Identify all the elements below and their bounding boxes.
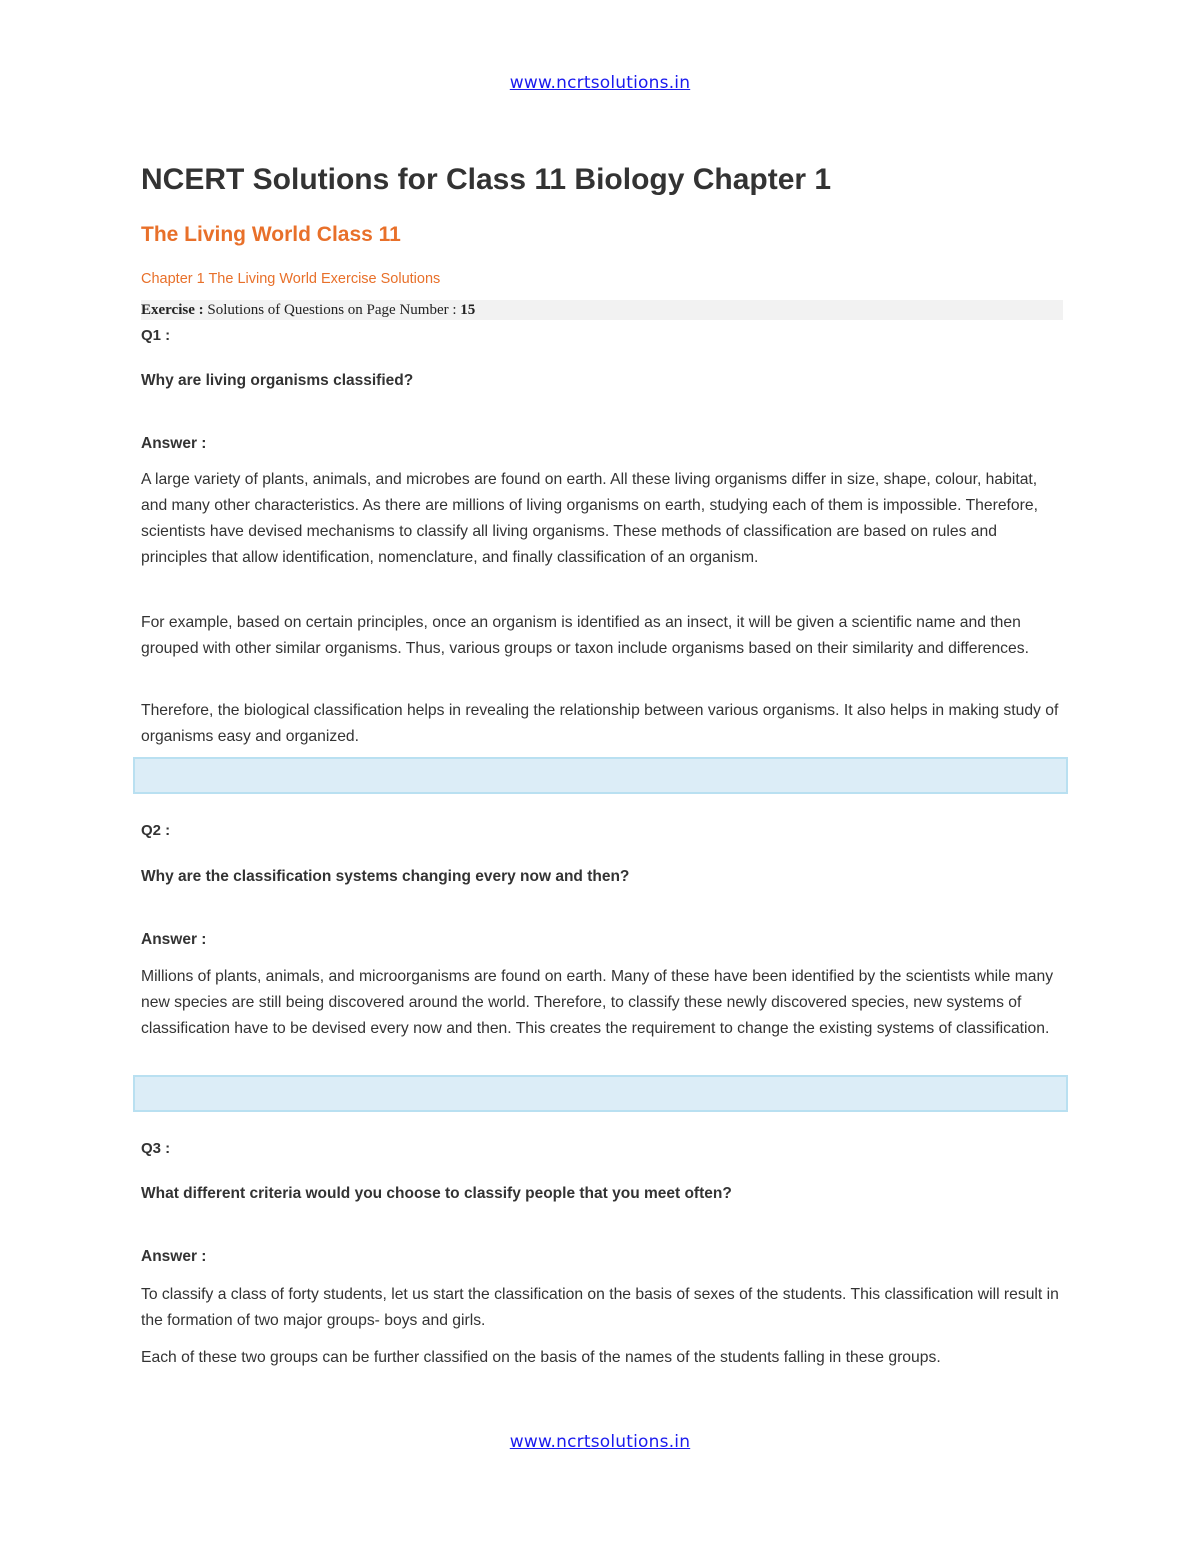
question-text: What different criteria would you choose to classify people that you meet often?	[141, 1185, 732, 1202]
exercise-label: Exercise :	[141, 302, 204, 318]
exercise-page-number: 15	[460, 302, 476, 318]
answer-paragraph: For example, based on certain principles, once an organism is identified as an insect, it will be given a scientific name and then grouped with other similar organisms. Thus, various groups or taxon include organisms based on their similarity and differences.	[141, 614, 1029, 657]
question-text: Why are the classification systems changing every now and then?	[141, 868, 630, 885]
question-text: Why are living organisms classified?	[141, 372, 414, 389]
page-subtitle: The Living World Class 11	[141, 223, 401, 246]
answer-paragraph: A large variety of plants, animals, and microbes are found on earth. All these living organisms differ in size, shape, colour, habitat, and many other characteristics. As there are millions of living organisms on earth, studying each of them is impossible. Therefore, scientists have devised mechanisms to classify all living organisms. These methods of classification are based on rules and principles that allow identification, nomenclature, and finally classification of an organism.	[141, 471, 1038, 566]
question-label: Q3 :	[141, 1140, 171, 1157]
answer-label: Answer :	[141, 435, 207, 452]
answer-paragraph: To classify a class of forty students, let us start the classification on the basis of sexes of the students. This classification will result in the formation of two major groups- boys and girls.	[141, 1286, 1059, 1329]
answer-paragraph: Millions of plants, animals, and microorganisms are found on earth. Many of these have been identified by the scientists while many new species are still being discovered around the world. Therefore, to classify these newly discovered species, new systems of classification have to be devised every now and then. This creates the requirement to change the existing systems of classification.	[141, 968, 1054, 1037]
separator-bar	[133, 757, 1068, 794]
answer-paragraph: Therefore, the biological classification helps in revealing the relationship between various organisms. It also helps in making study of organisms easy and organized.	[141, 702, 1059, 745]
separator-bar	[133, 1075, 1068, 1112]
answer-paragraph: Each of these two groups can be further classified on the basis of the names of the students falling in these groups.	[141, 1349, 941, 1366]
question-label: Q2 :	[141, 822, 171, 839]
question-label: Q1 :	[141, 327, 171, 344]
header-site-link[interactable]: www.ncrtsolutions.in	[509, 73, 691, 93]
footer-site-link[interactable]: www.ncrtsolutions.in	[509, 1432, 691, 1452]
exercise-bar	[141, 300, 1063, 320]
answer-label: Answer :	[141, 1248, 207, 1265]
exercise-text: Solutions of Questions on Page Number :	[207, 302, 457, 318]
page-title: NCERT Solutions for Class 11 Biology Chapter 1	[141, 163, 832, 196]
chapter-line: Chapter 1 The Living World Exercise Solutions	[141, 271, 441, 287]
answer-label: Answer :	[141, 931, 207, 948]
